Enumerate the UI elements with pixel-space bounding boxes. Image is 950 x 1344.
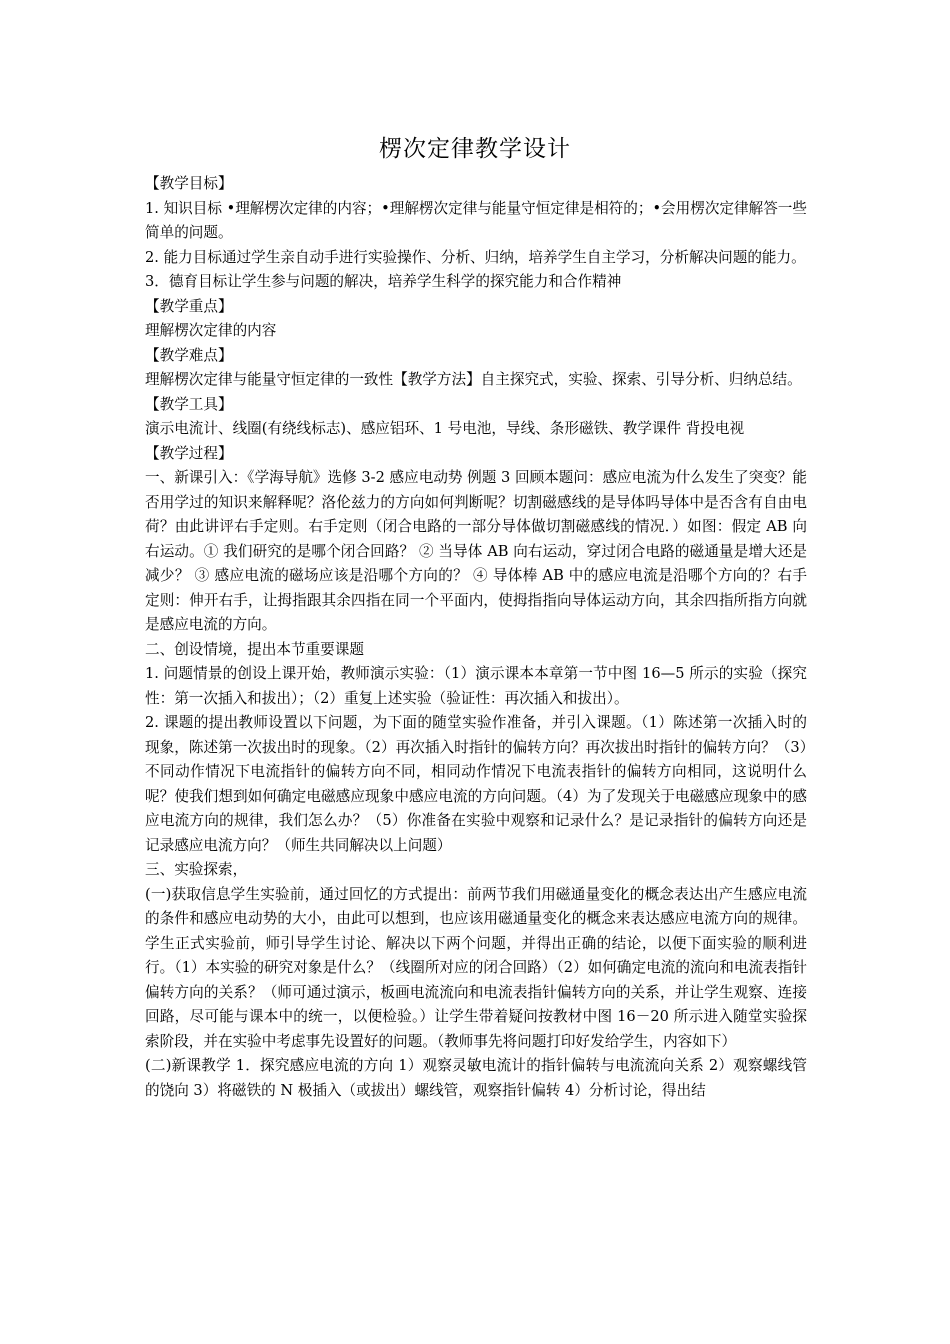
paragraph: (一)获取信息学生实验前，通过回忆的方式提出：前两节我们用磁通量变化的概念表达出产生感应电流的条件和感应电动势的大小，由此可以想到，也应该用磁通量变化的概念来表达感应电流方向的规律。学生正式实验前，师引导学生讨论、解决以下两个问题，并得出正确的结论，以便下面实验的顺利进行。（1）本实验的研究对象是什么？（线圈所对应的闭合回路）（2）如何确定电流的流向和电流表指针偏转方向的关系？（师可通过演示，板画电流流向和电流表指针偏转方向的关系，并让学生观察、连接回路，尽可能与课本中的统一，以便检验。）让学生带着疑问按教材中图 16－20 所示进入随堂实验探索阶段，并在实验中考虑事先设置好的问题。（教师事先将问题打印好发给学生，内容如下）	[145, 885, 807, 1050]
paragraph: 1. 知识目标 •理解楞次定律的内容；•理解楞次定律与能量守恒定律是相符的；•会用楞次定律解答一些简单的问题。	[145, 199, 807, 241]
paragraph: (二)新课教学 1．探究感应电流的方向 1）观察灵敏电流计的指针偏转与电流流向关系 2）观察螺线管的饶向 3）将磁铁的 N 极插入（或拔出）螺线管，观察指针偏转 4）分析讨论，得出结	[145, 1057, 807, 1099]
paragraph: 2. 能力目标通过学生亲自动手进行实验操作、分析、归纳，培养学生自主学习，分析解决问题的能力。	[145, 248, 806, 266]
paragraph: 理解楞次定律与能量守恒定律的一致性【教学方法】自主探究式，实验、探索、引导分析、归纳总结。	[145, 371, 802, 388]
section-heading: 三、实验探索，	[145, 861, 248, 878]
heading-teaching-tools: 【教学工具】	[145, 395, 233, 413]
document-title: 楞次定律教学设计	[379, 136, 571, 162]
paragraph: 理解楞次定律的内容	[145, 322, 277, 339]
section-heading: 二、创设情境，提出本节重要课题	[145, 640, 364, 658]
heading-difficulties: 【教学难点】	[145, 346, 233, 364]
paragraph: 演示电流计、线圈(有绕线标志)、感应铝环、1 号电池，导线、条形磁铁、教学课件 背投电视	[145, 420, 745, 437]
heading-teaching-process: 【教学过程】	[145, 444, 233, 462]
document-body	[145, 172, 807, 1103]
heading-key-points: 【教学重点】	[145, 297, 233, 315]
paragraph: 一、新课引入：《学海导航》选修 3-2 感应电动势 例题 3 回顾本题问：感应电流为什么发生了突变？能否用学过的知识来解释呢？洛伦兹力的方向如何判断呢？切割磁感线的是导体吗导体中是否含有自由电荷？由此讲评右手定则。右手定则（闭合电路的一部分导体做切割磁感线的情况．）如图：假定 AB 向右运动。① 我们研究的是哪个闭合回路？ ② 当导体 AB 向右运动，穿过闭合电路的磁通量是增大还是减少？ ③ 感应电流的磁场应该是沿哪个方向的？ ④ 导体棒 AB 中的感应电流是沿哪个方向的？右手定则：伸开右手，让拇指跟其余四指在同一个平面内，使拇指指向导体运动方向，其余四指所指方向就是感应电流的方向。	[145, 469, 807, 633]
heading-teaching-objectives: 【教学目标】	[145, 175, 233, 192]
paragraph: 2. 课题的提出教师设置以下问题，为下面的随堂实验作准备，并引入课题。（1）陈述第一次插入时的现象，陈述第一次拔出时的现象。（2）再次插入时指针的偏转方向？再次拔出时指针的偏转方向？（3）不同动作情况下电流指针的偏转方向不同，相同动作情况下电流表指针的偏转方向相同，这说明什么呢？使我们想到如何确定电磁感应现象中感应电流的方向问题。（4）为了发现关于电磁感应现象中的感应电流方向的规律，我们怎么办？（5）你准备在实验中观察和记录什么？是记录指针的偏转方向还是记录感应电流方向？（师生共同解决以上问题）	[145, 714, 807, 854]
paragraph: 1. 问题情景的创设上课开始，教师演示实验：（1）演示课本本章第一节中图 16—5 所示的实验（探究性：第一次插入和拔出）；（2）重复上述实验（验证性：再次插入和拔出）。	[145, 665, 807, 707]
paragraph: 3．德育目标让学生参与问题的解决，培养学生科学的探究能力和合作精神	[145, 273, 622, 290]
